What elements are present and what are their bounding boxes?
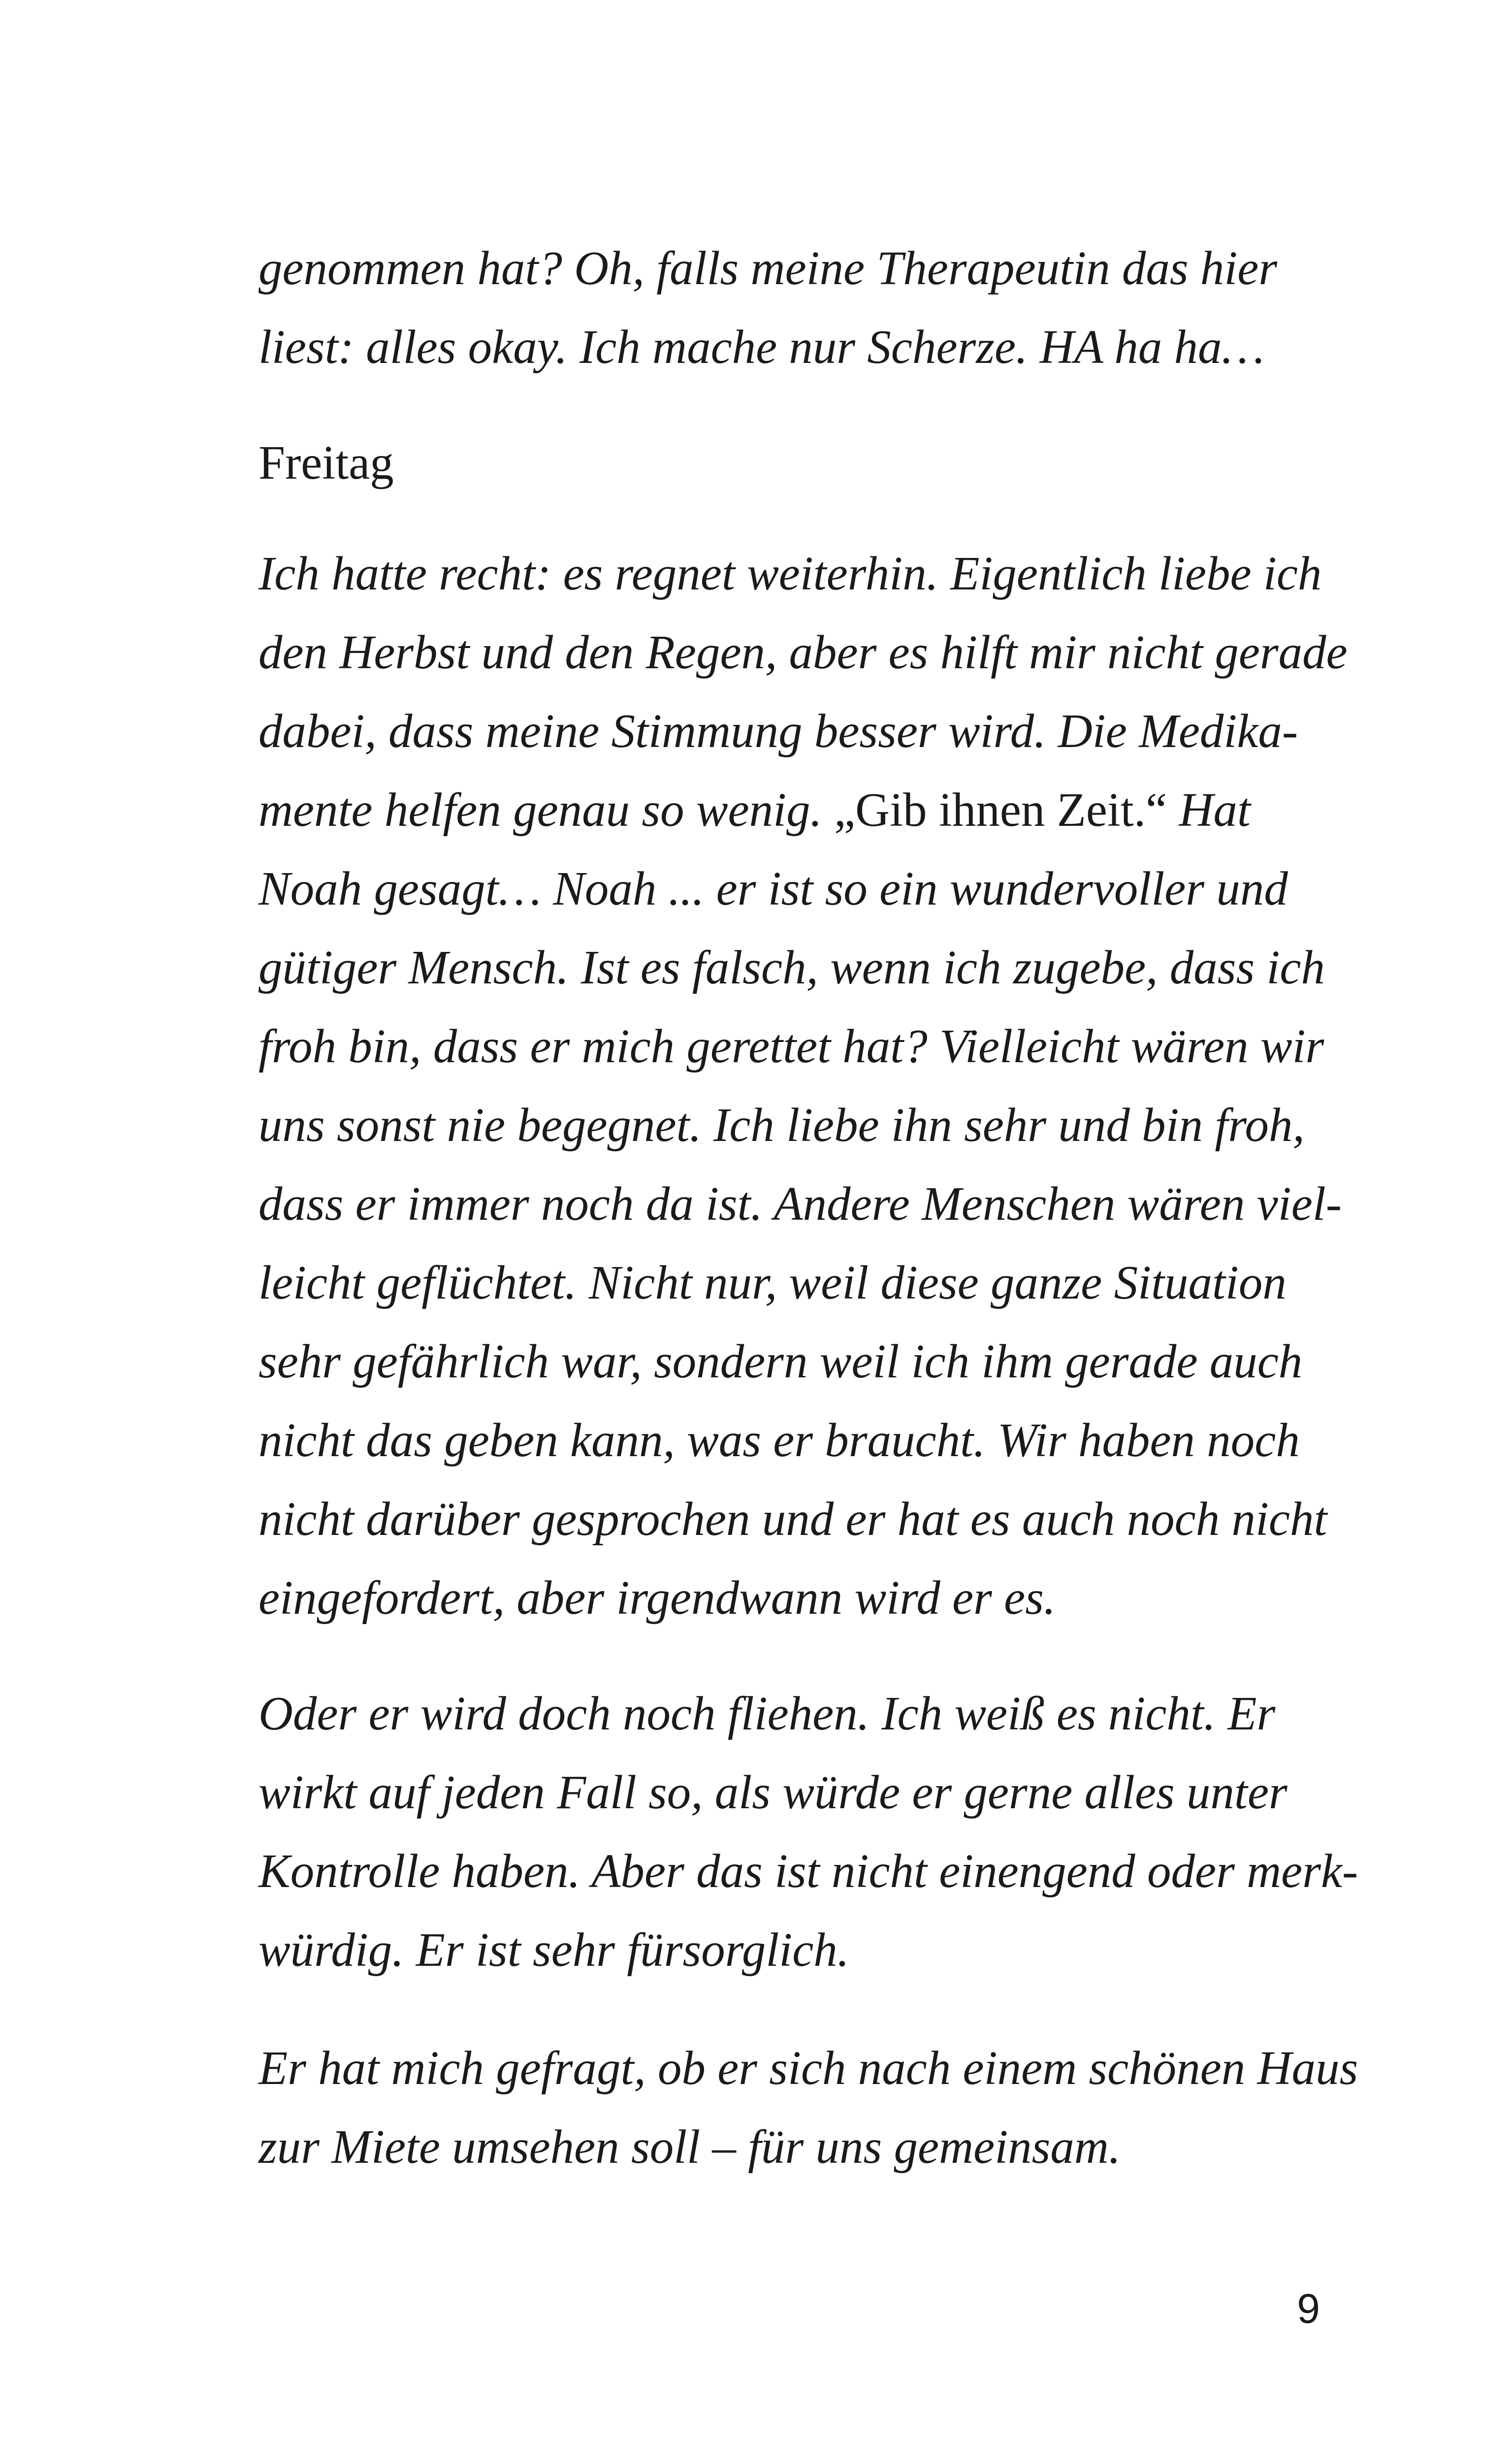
text-segment: Er hat mich gefragt, ob er sich nach einem schönen Haus <box>258 2042 1358 2094</box>
text-segment: Hat <box>1167 783 1251 836</box>
text-segment: liest: alles okay. Ich mache nur Scherze. HA ha ha… <box>258 321 1264 373</box>
text-line <box>258 1911 1322 1989</box>
text-line <box>258 1243 1322 1322</box>
text-segment: Oder er wird doch noch fliehen. Ich weiß es nicht. Er <box>258 1687 1276 1740</box>
page-number: 9 <box>1297 2285 1320 2332</box>
text-segment: genommen hat? Oh, falls meine Therapeutin das hier <box>258 242 1278 294</box>
text-line <box>258 2029 1358 2108</box>
text-line <box>258 928 1325 1007</box>
text-segment: dabei, dass meine Stimmung besser wird. Die Medika- <box>258 705 1298 757</box>
text-segment: den Herbst und den Regen, aber es hilft mir nicht gerade <box>258 626 1348 679</box>
text-line <box>258 1322 1322 1401</box>
text-line <box>258 1480 1327 1559</box>
text-line <box>258 1559 1322 1637</box>
text-line <box>258 692 1322 771</box>
text-segment: Noah gesagt… Noah ... er ist so ein wundervoller und <box>258 862 1288 915</box>
heading-text: Freitag <box>258 436 394 489</box>
text-segment: eingefordert, aber irgendwann wird er es. <box>258 1571 1056 1624</box>
text-segment: Kontrolle haben. Aber das ist nicht einengend oder merk- <box>258 1845 1358 1897</box>
text-segment: nicht das geben kann, was er braucht. Wir haben noch <box>258 1414 1300 1466</box>
text-line <box>258 771 1322 849</box>
text-line <box>258 1753 1322 1832</box>
text-segment: wirkt auf jeden Fall so, als würde er gerne alles unter <box>258 1766 1287 1819</box>
text-segment: Ich hatte recht: es regnet weiterhin. Eigentlich liebe ich <box>258 547 1322 600</box>
text-segment: leicht geflüchtet. Nicht nur, weil diese ganze Situation <box>258 1256 1287 1309</box>
text-segment: nicht darüber gesprochen und er hat es auch noch nicht <box>258 1493 1327 1545</box>
text-segment: froh bin, dass er mich gerettet hat? Vielleicht wären wir <box>258 1020 1324 1073</box>
text-line <box>258 229 1322 308</box>
text-segment: uns sonst nie begegnet. Ich liebe ihn sehr und bin froh, <box>258 1099 1305 1151</box>
quote-segment: „Gib ihnen Zeit.“ <box>834 783 1167 836</box>
text-line <box>258 1674 1322 1753</box>
text-line <box>258 534 1322 613</box>
text-segment: dass er immer noch da ist. Andere Menschen wären viel- <box>258 1177 1342 1230</box>
paragraph-2 <box>258 534 1348 1637</box>
paragraph-3 <box>258 1674 1358 1989</box>
paragraph-1 <box>258 229 1322 387</box>
text-line <box>258 1007 1322 1086</box>
text-line <box>258 423 1322 502</box>
text-segment: zur Miete umsehen soll – für uns gemeinsam. <box>258 2120 1121 2173</box>
text-line <box>258 1401 1322 1480</box>
text-line <box>258 849 1322 928</box>
paragraph-4 <box>258 2029 1358 2186</box>
text-segment: sehr gefährlich war, sondern weil ich ihm gerade auch <box>258 1335 1303 1388</box>
text-line <box>258 2108 1322 2186</box>
text-segment: würdig. Er ist sehr fürsorglich. <box>258 1923 850 1976</box>
text-segment: gütiger Mensch. Ist es falsch, wenn ich zugebe, dass ich <box>258 941 1325 994</box>
text-line <box>258 1165 1342 1243</box>
text-line <box>258 308 1322 387</box>
text-line <box>258 1832 1358 1911</box>
text-segment: mente helfen genau so wenig. <box>258 783 835 836</box>
day-heading <box>258 423 1322 502</box>
text-line <box>258 1086 1322 1165</box>
text-line <box>258 613 1348 692</box>
